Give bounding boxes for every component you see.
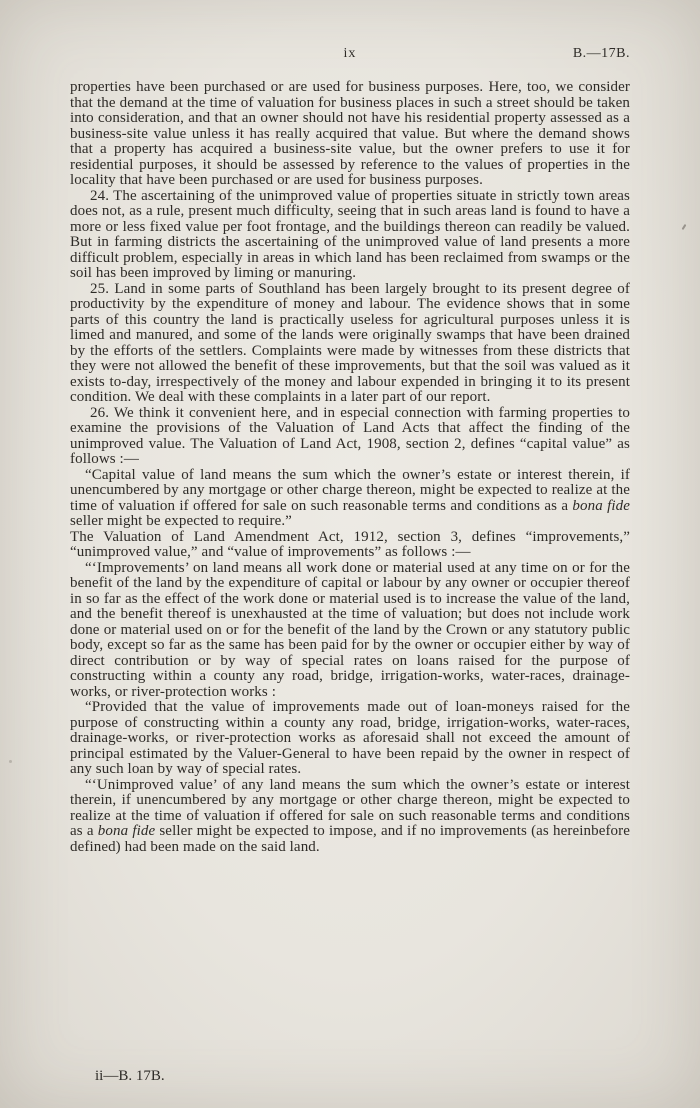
text-run: seller might be expected to impose, and if no improvements (as hereinbefore defined) had been made on the said land. xyxy=(70,823,631,855)
text-run: 26. We think it convenient here, and in especial connection with farming properties to examine the provisions of the Valuation of Land Acts that affect the finding of the unimproved value. The Valuation of Land Act, 1908, section 2, defines “capital value” as follows :— xyxy=(70,404,630,467)
page-number: ix xyxy=(343,46,357,61)
text-run: “Provided that the value of improvements made out of loan-moneys raised for the purpose of constructing within a county any road, bridge, irrigation-works, water-races, drainage-works, or river-protection works as aforesaid shall not exceed the amount of principal estimated by the Valuer-General to have been repaid by the owner in respect of any such loan by way of special rates. xyxy=(70,699,630,777)
text-run: “‘Improvements’ on land means all work done or material used at any time on or for the benefit of the land by the expenditure of capital or labour by any owner or occupier thereof in so far as the effect of the work done or material used is to increase the value of the land, and the benefit thereof is unexhausted at the time of valuation; but does not include work done or material used on or for the benefit of the land by the Crown or any statutory public body, except so far as the same has been paid for by the owner or occupier either by way of direct contribution or by way of special rates on loans raised for the purpose of constructing within a county any road, bridge, irrigation-works, water-races, drainage-works, or river-protection works : xyxy=(70,559,630,700)
paragraph xyxy=(70,468,630,530)
text-run: 24. The ascertaining of the unimproved value of properties situate in strictly town areas does not, as a rule, present much difficulty, seeing that in such areas land is found to have a more or less fixed value per foot frontage, and the buildings thereon can readily be valued. But in farming districts the ascertaining of the unimproved value of land presents a more difficult problem, especially in areas in which land has been reclaimed from swamps or the soil has been improved by liming or manuring. xyxy=(70,187,630,281)
document-body xyxy=(70,80,630,855)
paragraph xyxy=(70,778,630,856)
signature-mark: ii—B. 17B. xyxy=(95,1068,165,1084)
page-footer xyxy=(95,1068,165,1085)
text-run: seller might be expected to require.” xyxy=(70,513,292,529)
paragraph xyxy=(70,80,630,189)
page-header xyxy=(70,46,630,63)
italic-text-run: bona fide xyxy=(572,497,630,514)
paragraph xyxy=(70,406,630,468)
scan-artifact xyxy=(9,760,12,763)
text-run: properties have been purchased or are used for business purposes. Here, too, we consider that the demand at the time of valuation for business places in such a street should be taken into consideration, and that an owner should not have his residential property assessed as a business-site value unless it has really acquired that value. But where the demand shows that a property has acquired a business-site value, but the owner prefers to use it for residential purposes, it should be assessed by reference to the values of properties in the locality that have been purchased or are used for business purposes. xyxy=(70,79,630,188)
text-run: 25. Land in some parts of Southland has been largely brought to its present degree of productivity by the expenditure of money and labour. The evidence shows that in some parts of this country the land is practically useless for agricultural purposes unless it is limed and manured, and some of the lands were originally swamps that have been drained by the efforts of the settlers. Complaints were made by witnesses from these districts that they were not allowed the benefit of these improvements, but that the soil was valued as it exists to-day, irrespectively of the money and labour expended in bringing it to its present condition. We deal with these complaints in a later part of our report. xyxy=(70,280,630,405)
paragraph xyxy=(70,530,630,561)
paragraph xyxy=(70,700,630,778)
paragraph xyxy=(70,282,630,406)
paragraph xyxy=(70,561,630,701)
document-reference: B.—17B. xyxy=(572,46,630,61)
text-run: “Capital value of land means the sum which the owner’s estate or interest therein, if unencumbered by any mortgage or other charge thereon, might be expected to realize at the time of valuation if offered for sale on such reasonable terms and conditions as a xyxy=(70,466,630,514)
text-run: “‘Unimproved value’ of any land means the sum which the owner’s estate or interest therein, if unencumbered by any mortgage or other charge thereon, might be expected to realize at the time of valuation if offered for sale on such reasonable terms and conditions as a xyxy=(70,776,630,839)
text-run: The Valuation of Land Amendment Act, 1912, section 3, defines “improvements,” “unimproved value,” and “value of improvements” as follows :— xyxy=(70,528,630,560)
paragraph xyxy=(70,189,630,282)
italic-text-run: bona fide xyxy=(97,823,156,839)
